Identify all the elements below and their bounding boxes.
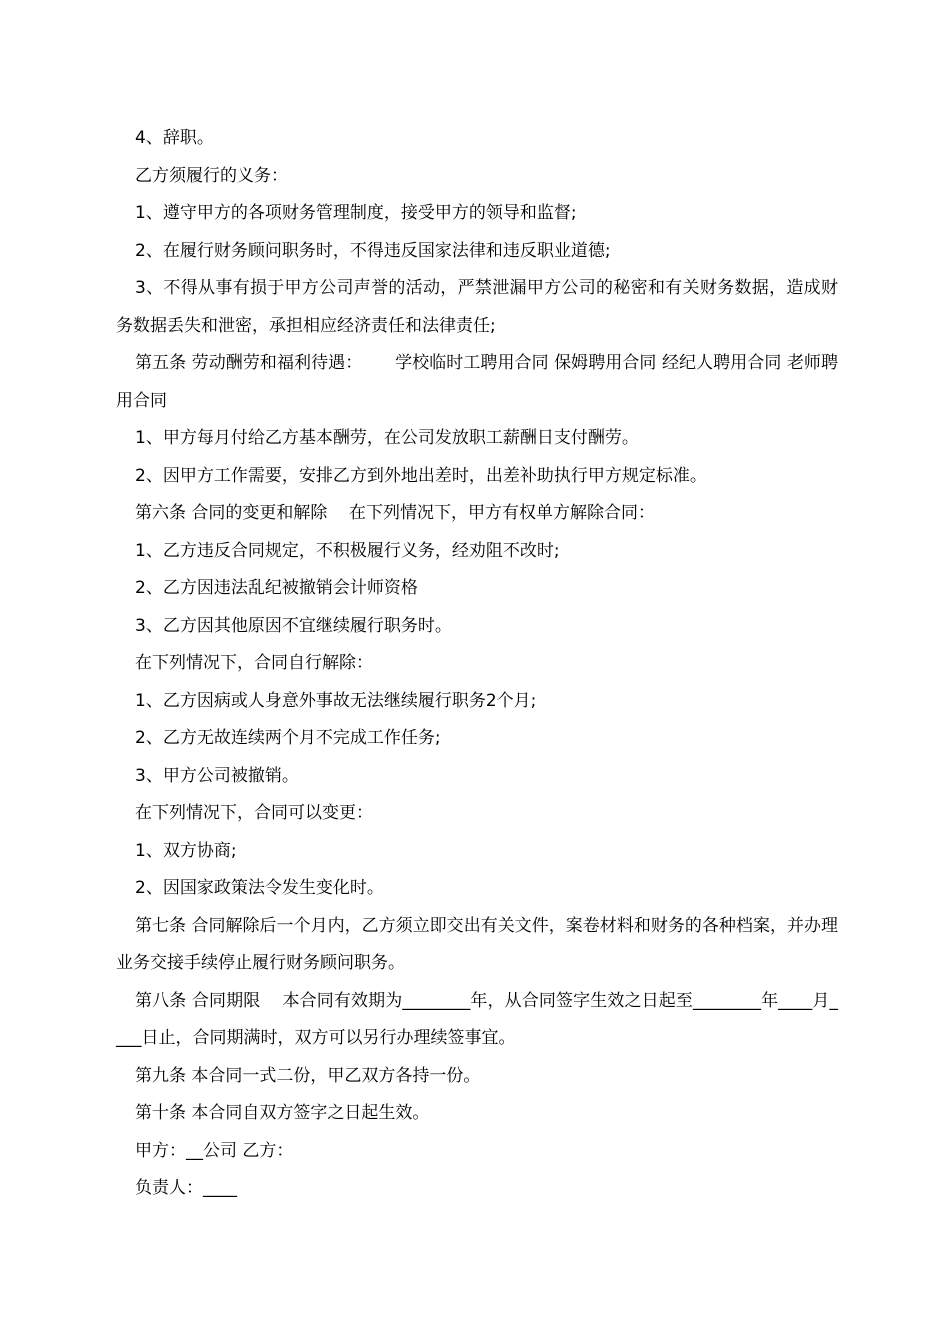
paragraph-article-9: 第九条 本合同一式二份，甲乙双方各持一份。 <box>135 1065 481 1086</box>
paragraph-article-5-item-2: 2、因甲方工作需要，安排乙方到外地出差时，出差补助执行甲方规定标准。 <box>135 465 707 486</box>
paragraph-auto-termination-heading: 在下列情况下，合同自行解除： <box>135 653 373 673</box>
paragraph-responsible-person: 负责人：____ <box>135 1178 237 1198</box>
paragraph-auto-termination-item-2: 2、乙方无故连续两个月不完成工作任务; <box>135 728 441 748</box>
paragraph-article-5: 第五条 劳动酬劳和福利待遇： 学校临时工聘用合同 保姆聘用合同 经纪人聘用合同 老师聘用合同 <box>116 353 838 411</box>
paragraph-termination-item-2: 2、乙方因违法乱纪被撤销会计师资格 <box>135 578 418 598</box>
paragraph-article-5-item-1: 1、甲方每月付给乙方基本酬劳，在公司发放职工薪酬日支付酬劳。 <box>135 428 639 448</box>
paragraph-termination-item-1: 1、乙方违反合同规定，不积极履行义务，经劝阻不改时; <box>135 540 560 561</box>
paragraph-auto-termination-item-3: 3、甲方公司被撤销。 <box>135 765 299 786</box>
paragraph-obligation-3: 3、不得从事有损于甲方公司声誉的活动，严禁泄漏甲方公司的秘密和有关财务数据，造成财务数据丢失和泄密，承担相应经济责任和法律责任; <box>116 278 838 336</box>
paragraph-party-b-obligations-heading: 乙方须履行的义务： <box>135 165 288 186</box>
paragraph-auto-termination-item-1: 1、乙方因病或人身意外事故无法继续履行职务2个月; <box>135 690 537 711</box>
paragraph-change-item-1: 1、双方协商; <box>135 840 237 861</box>
paragraph-article-6: 第六条 合同的变更和解除 在下列情况下，甲方有权单方解除合同： <box>135 503 656 523</box>
paragraph-resignation: 4、辞职。 <box>135 128 214 148</box>
paragraph-article-7: 第七条 合同解除后一个月内，乙方须立即交出有关文件，案卷材料和财务的各种档案，并办理业务交接手续停止履行财务顾问职务。 <box>116 915 838 973</box>
paragraph-obligation-1: 1、遵守甲方的各项财务管理制度，接受甲方的领导和监督; <box>135 203 577 223</box>
paragraph-article-10: 第十条 本合同自双方签字之日起生效。 <box>135 1103 430 1123</box>
paragraph-change-heading: 在下列情况下，合同可以变更： <box>135 803 373 823</box>
contract-body <box>116 120 838 1208</box>
paragraph-article-8: 第八条 合同期限 本合同有效期为________年，从合同签字生效之日起至________年____月____日止，合同期满时，双方可以另行办理续签事宜。 <box>116 990 838 1048</box>
paragraph-obligation-2: 2、在履行财务顾问职务时，不得违反国家法律和违反职业道德; <box>135 240 611 261</box>
paragraph-change-item-2: 2、因国家政策法令发生变化时。 <box>135 878 384 898</box>
paragraph-parties: 甲方：__公司 乙方： <box>135 1140 294 1161</box>
paragraph-termination-item-3: 3、乙方因其他原因不宜继续履行职务时。 <box>135 615 452 636</box>
